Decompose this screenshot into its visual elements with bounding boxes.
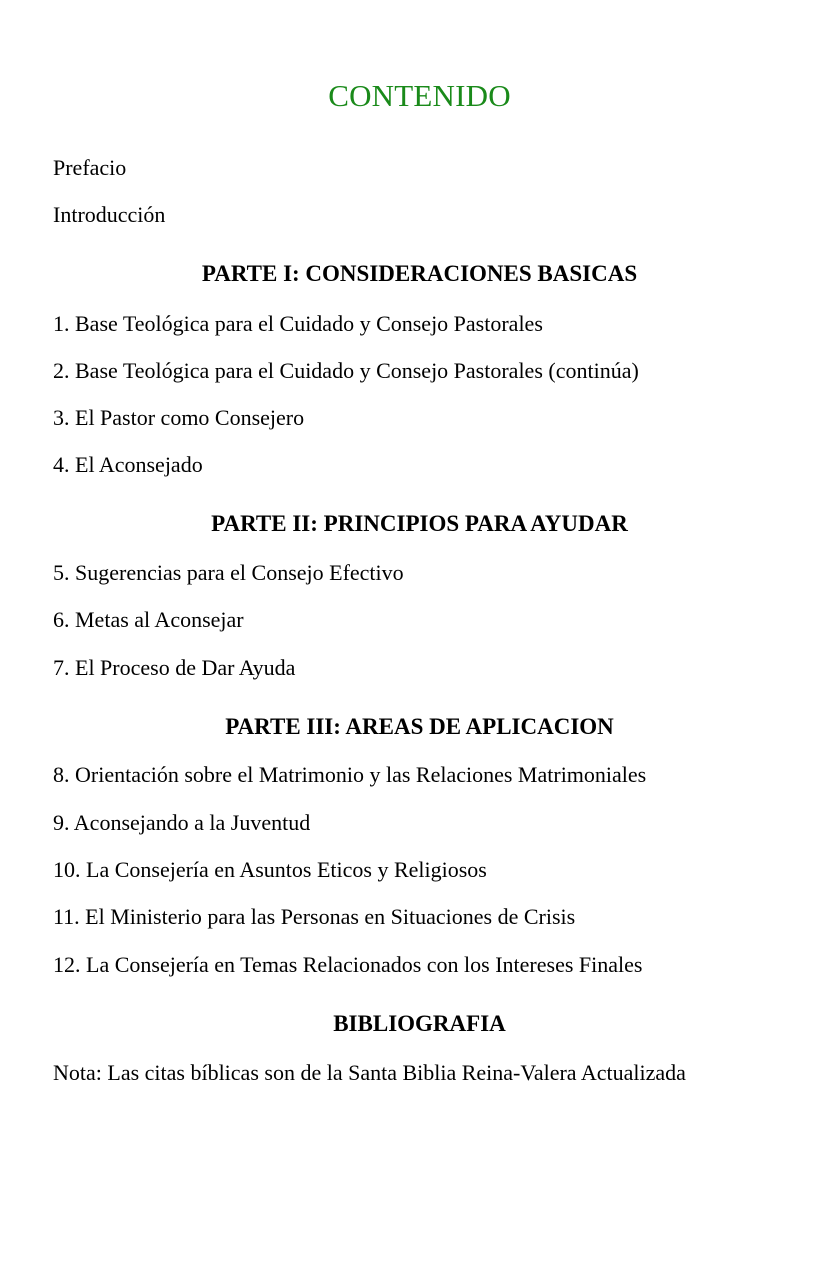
toc-entry-chapter-2: 2. Base Teológica para el Cuidado y Consejo Pastorales (continúa) bbox=[53, 358, 639, 383]
toc-entry-chapter-5: 5. Sugerencias para el Consejo Efectivo bbox=[53, 560, 404, 585]
toc-entry-chapter-1: 1. Base Teológica para el Cuidado y Consejo Pastorales bbox=[53, 311, 543, 336]
toc-entry-introduccion: Introducción bbox=[53, 202, 166, 227]
toc-entry-chapter-3: 3. El Pastor como Consejero bbox=[53, 405, 305, 430]
toc-entry-chapter-8: 8. Orientación sobre el Matrimonio y las Relaciones Matrimoniales bbox=[53, 762, 647, 787]
part-heading-2: PARTE II: PRINCIPIOS PARA AYUDAR bbox=[211, 511, 628, 536]
toc-entry-chapter-11: 11. El Ministerio para las Personas en Situaciones de Crisis bbox=[53, 904, 576, 929]
part-heading-3: PARTE III: AREAS DE APLICACION bbox=[225, 714, 614, 739]
page-title: CONTENIDO bbox=[328, 78, 511, 113]
bible-version-note: Nota: Las citas bíblicas son de la Santa Biblia Reina-Valera Actualizada bbox=[53, 1060, 686, 1085]
toc-entry-chapter-7: 7. El Proceso de Dar Ayuda bbox=[53, 655, 296, 680]
part-heading-1: PARTE I: CONSIDERACIONES BASICAS bbox=[201, 261, 638, 286]
toc-entry-chapter-12: 12. La Consejería en Temas Relacionados con los Intereses Finales bbox=[53, 952, 643, 977]
bibliography-heading: BIBLIOGRAFIA bbox=[333, 1011, 506, 1036]
toc-entry-chapter-9: 9. Aconsejando a la Juventud bbox=[53, 810, 311, 835]
toc-entry-prefacio: Prefacio bbox=[53, 155, 127, 180]
toc-entry-chapter-10: 10. La Consejería en Asuntos Eticos y Religiosos bbox=[53, 857, 487, 882]
toc-entry-chapter-6: 6. Metas al Aconsejar bbox=[53, 607, 244, 632]
toc-entry-chapter-4: 4. El Aconsejado bbox=[53, 452, 203, 477]
